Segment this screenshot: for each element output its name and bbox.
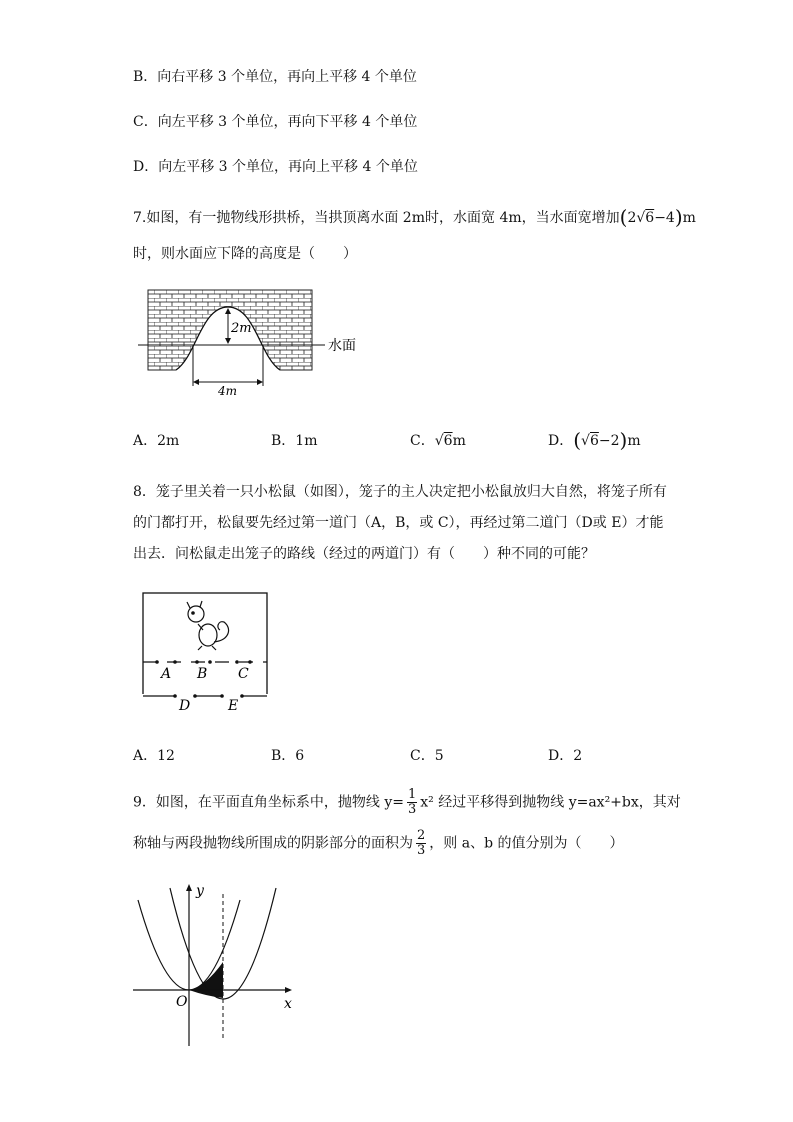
q6-option-b: B．向右平移 3 个单位，再向上平移 4 个单位 bbox=[133, 69, 417, 85]
q7-option-c-prefix: C． bbox=[410, 433, 435, 449]
door-label-d: D bbox=[179, 698, 191, 714]
q9-stem-text-b: x² 经过平移得到抛物线 y=ax²+bx，其对 bbox=[420, 794, 681, 811]
q9-fraction-one-third bbox=[407, 788, 417, 817]
q9-frac2-num: 2 bbox=[417, 828, 426, 843]
q8-stem-line1: 8．笼子里关着一只小松鼠（如图），笼子的主人决定把小松鼠放归大自然，将笼子所有 bbox=[133, 484, 667, 500]
q8-option-d: D．2 bbox=[548, 748, 583, 764]
bridge-masonry bbox=[148, 290, 312, 370]
q7-option-c-unit: m bbox=[452, 433, 466, 449]
q7-option-d-paren-open: ( bbox=[573, 428, 582, 452]
width-label: 4m bbox=[218, 384, 238, 398]
q6-option-d: D．向左平移 3 个单位，再向上平移 4 个单位 bbox=[133, 159, 418, 175]
q7-expr-tail: −4 bbox=[654, 210, 675, 226]
q7-paren-close: ) bbox=[674, 205, 683, 229]
q8-cage-figure bbox=[140, 590, 275, 715]
height-arrow-head-bottom bbox=[225, 338, 231, 344]
q7-option-d-tail: −2 bbox=[598, 433, 620, 449]
q7-option-c-radicand: 6 bbox=[443, 433, 453, 449]
q9-stem-text-d: ，则 a、b 的值分别为（ ） bbox=[429, 835, 624, 852]
squirrel-icon bbox=[187, 601, 229, 650]
q7-expr-radicand: 6 bbox=[645, 210, 655, 226]
q7-stem-line2: 时，则水面应下降的高度是（ ） bbox=[133, 246, 357, 262]
q8-option-b: B．6 bbox=[271, 748, 305, 764]
q8-stem-line3: 出去．问松鼠走出笼子的路线（经过的两道门）有（ ）种不同的可能？ bbox=[133, 546, 595, 562]
q7-option-d-sqrt: √6 bbox=[581, 433, 599, 449]
width-arrow-head-left bbox=[193, 379, 199, 385]
q8-option-c: C．5 bbox=[410, 748, 444, 764]
q9-fraction-two-thirds bbox=[416, 829, 426, 858]
q9-frac1-num: 1 bbox=[408, 787, 417, 802]
q7-stem-line1 bbox=[133, 205, 696, 229]
q7-option-d-unit: m bbox=[627, 433, 641, 449]
origin-label: O bbox=[176, 994, 188, 1010]
q9-stem-text-c: 称轴与两段抛物线所围成的阴影部分的面积为 bbox=[133, 835, 413, 852]
q9-stem-text-a: 9．如图，在平面直角坐标系中，抛物线 y= bbox=[133, 794, 404, 811]
q9-stem-line2 bbox=[133, 829, 624, 858]
q7-bridge-figure bbox=[130, 282, 370, 397]
q7-expr-unit: m bbox=[682, 210, 696, 226]
x-axis-arrow bbox=[285, 987, 292, 993]
q7-option-d-paren-close: ) bbox=[619, 428, 628, 452]
q7-expr-sqrt: √6 bbox=[636, 210, 655, 226]
door-label-b: B bbox=[197, 666, 208, 682]
q6-option-c: C．向左平移 3 个单位，再向下平移 4 个单位 bbox=[133, 114, 418, 130]
q7-option-c-sqrt: √6 bbox=[434, 433, 453, 449]
y-axis-arrow bbox=[186, 884, 192, 891]
q7-option-d bbox=[548, 428, 641, 452]
q7-option-b: B．1m bbox=[271, 433, 318, 449]
q8-stem-line2: 的门都打开，松鼠要先经过第一道门（A，B，或 C），再经过第二道门（D或 E）才能 bbox=[133, 515, 664, 531]
q7-stem-text: 7.如图，有一抛物线形拱桥，当拱顶离水面 2m时，水面宽 4m，当水面宽增加 bbox=[133, 210, 620, 226]
height-arrow-head-top bbox=[225, 308, 231, 314]
q9-parabola-figure bbox=[128, 880, 303, 1050]
width-arrow-head-right bbox=[257, 379, 263, 385]
water-label: 水面 bbox=[328, 338, 356, 354]
q9-frac2-den: 3 bbox=[417, 843, 426, 858]
q7-option-d-radicand: 6 bbox=[589, 433, 599, 449]
door-label-e: E bbox=[228, 698, 239, 714]
x-axis-label: x bbox=[284, 996, 292, 1012]
height-label: 2m bbox=[231, 321, 252, 336]
q9-frac1-den: 3 bbox=[408, 802, 417, 817]
q9-stem-line1 bbox=[133, 788, 681, 817]
q8-option-a: A．12 bbox=[133, 748, 175, 764]
y-axis-label: y bbox=[196, 883, 204, 899]
q7-option-c bbox=[410, 430, 466, 450]
q7-expr-coef: 2 bbox=[627, 210, 637, 226]
door-label-c: C bbox=[238, 666, 249, 682]
q7-paren-open: ( bbox=[619, 205, 628, 229]
door-label-a: A bbox=[161, 666, 172, 682]
q7-option-a: A．2m bbox=[133, 433, 180, 449]
q7-option-d-prefix: D． bbox=[548, 433, 574, 449]
